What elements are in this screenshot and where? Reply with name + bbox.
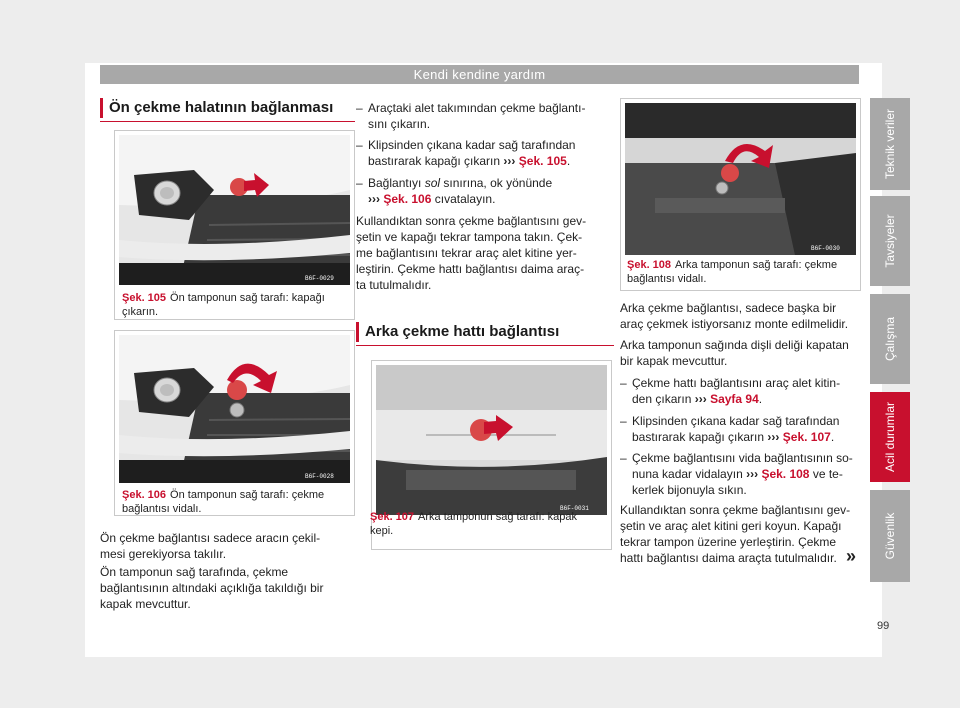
figure-link[interactable]: Şek. 106 bbox=[383, 192, 432, 206]
figure-code: B6F-0028 bbox=[305, 473, 334, 480]
step-item: – Bağlantıyı sol sınırına, ok yönünde ››› Şek. 106 cıvatalayın. bbox=[356, 176, 553, 206]
figure-code: B6F-0031 bbox=[560, 505, 589, 512]
figure-label: Şek. 108 bbox=[627, 259, 672, 271]
caption-text: Ön tamponun sağ tarafı: kapağı bbox=[170, 292, 325, 304]
section-divider bbox=[356, 345, 614, 346]
figure-code: B6F-0029 bbox=[305, 275, 334, 282]
paragraph: Kullandıktan sonra çekme bağlantısını gev- şetin ve kapağı tekrar tampona takın. Çek- me bağlantısını tekrar araç alet kitine yer- leştirin. Çekme hattı bağlantısı daima araç- ta tutulmalıdır. bbox=[356, 214, 587, 292]
front-bumper-cover-illustration bbox=[119, 135, 350, 285]
caption-108 bbox=[627, 258, 862, 286]
front-tow-hook-illustration bbox=[119, 335, 350, 483]
caption-107 bbox=[370, 510, 610, 538]
figure-label: Şek. 107 bbox=[370, 511, 415, 523]
step-item: – Klipsinden çıkana kadar sağ tarafından bastırarak kapağı çıkarın ››› Şek. 105. bbox=[356, 138, 576, 168]
paragraph: Arka tamponun sağında dişli deliği kapatan bir kapak mevcuttur. bbox=[620, 338, 849, 368]
tab-acil-durumlar[interactable]: Acil durumlar bbox=[870, 392, 910, 482]
caption-text: Ön tamponun sağ tarafı: çekme bbox=[170, 489, 325, 501]
paragraph: Arka çekme bağlantısı, sadece başka bir araç çekmek istiyorsanız monte edilmelidir. bbox=[620, 301, 849, 331]
rear-tow-hook-illustration bbox=[625, 103, 856, 255]
tab-calisma[interactable]: Çalışma bbox=[870, 294, 910, 384]
step-item: – Klipsinden çıkana kadar sağ tarafından bastırarak kapağı çıkarın ››› Şek. 107. bbox=[620, 414, 840, 444]
tab-guvenlik[interactable]: Güvenlik bbox=[870, 490, 910, 582]
figure-label: Şek. 106 bbox=[122, 489, 167, 501]
caption-106 bbox=[122, 488, 347, 516]
tab-teknik-veriler[interactable]: Teknik veriler bbox=[870, 98, 910, 190]
figure-label: Şek. 105 bbox=[122, 292, 167, 304]
caption-text: bağlantısı vidalı. bbox=[122, 503, 202, 515]
caption-text: çıkarın. bbox=[122, 306, 159, 318]
chapter-header: Kendi kendine yardım bbox=[100, 65, 859, 84]
paragraph: Kullandıktan sonra çekme bağlantısını gev- şetin ve araç alet kitini geri koyun. Kapağı tekrar tampon üzerine yerleştirin. Çekme hattı bağlantısı daima araçta tutulmalıdır. bbox=[620, 503, 851, 565]
figure-link[interactable]: Şek. 105 bbox=[518, 154, 567, 168]
page-number: 99 bbox=[877, 620, 890, 632]
step-item: – Araçtaki alet takımından çekme bağlantı- sını çıkarın. bbox=[356, 101, 586, 131]
caption-text: Arka tamponun sağ tarafı: kapak bbox=[418, 511, 578, 523]
caption-text: bağlantısı vidalı. bbox=[627, 273, 707, 285]
step-item: – Çekme hattı bağlantısını araç alet kitin- den çıkarın ››› Sayfa 94. bbox=[620, 376, 841, 406]
page-link[interactable]: Sayfa 94 bbox=[710, 392, 759, 406]
caption-text: Arka tamponun sağ tarafı: çekme bbox=[675, 259, 838, 271]
paragraph: Ön tamponun sağ tarafında, çekme bağlantısının altındaki açıklığa takıldığı bir kapak mevcuttur. bbox=[100, 565, 324, 611]
figure-link[interactable]: Şek. 108 bbox=[761, 467, 810, 481]
section-title-rear: Arka çekme hattı bağlantısı bbox=[356, 322, 623, 342]
rear-bumper-cover-illustration bbox=[376, 365, 607, 515]
continue-icon: » bbox=[846, 546, 857, 566]
caption-text: kepi. bbox=[370, 525, 394, 537]
tab-tavsiyeler[interactable]: Tavsiyeler bbox=[870, 196, 910, 286]
paragraph: Ön çekme bağlantısı sadece aracın çekil- mesi gerekiyorsa takılır. bbox=[100, 531, 321, 561]
step-item: – Çekme bağlantısını vida bağlantısının so- nuna kadar vidalayın ››› Şek. 108 ve te- kerlek bijonuyla sıkın. bbox=[620, 451, 853, 497]
caption-105 bbox=[122, 291, 347, 319]
section-divider bbox=[100, 121, 355, 122]
section-title-front: Ön çekme halatının bağlanması bbox=[100, 98, 364, 118]
figure-code: B6F-0030 bbox=[811, 245, 840, 252]
figure-link[interactable]: Şek. 107 bbox=[782, 430, 831, 444]
